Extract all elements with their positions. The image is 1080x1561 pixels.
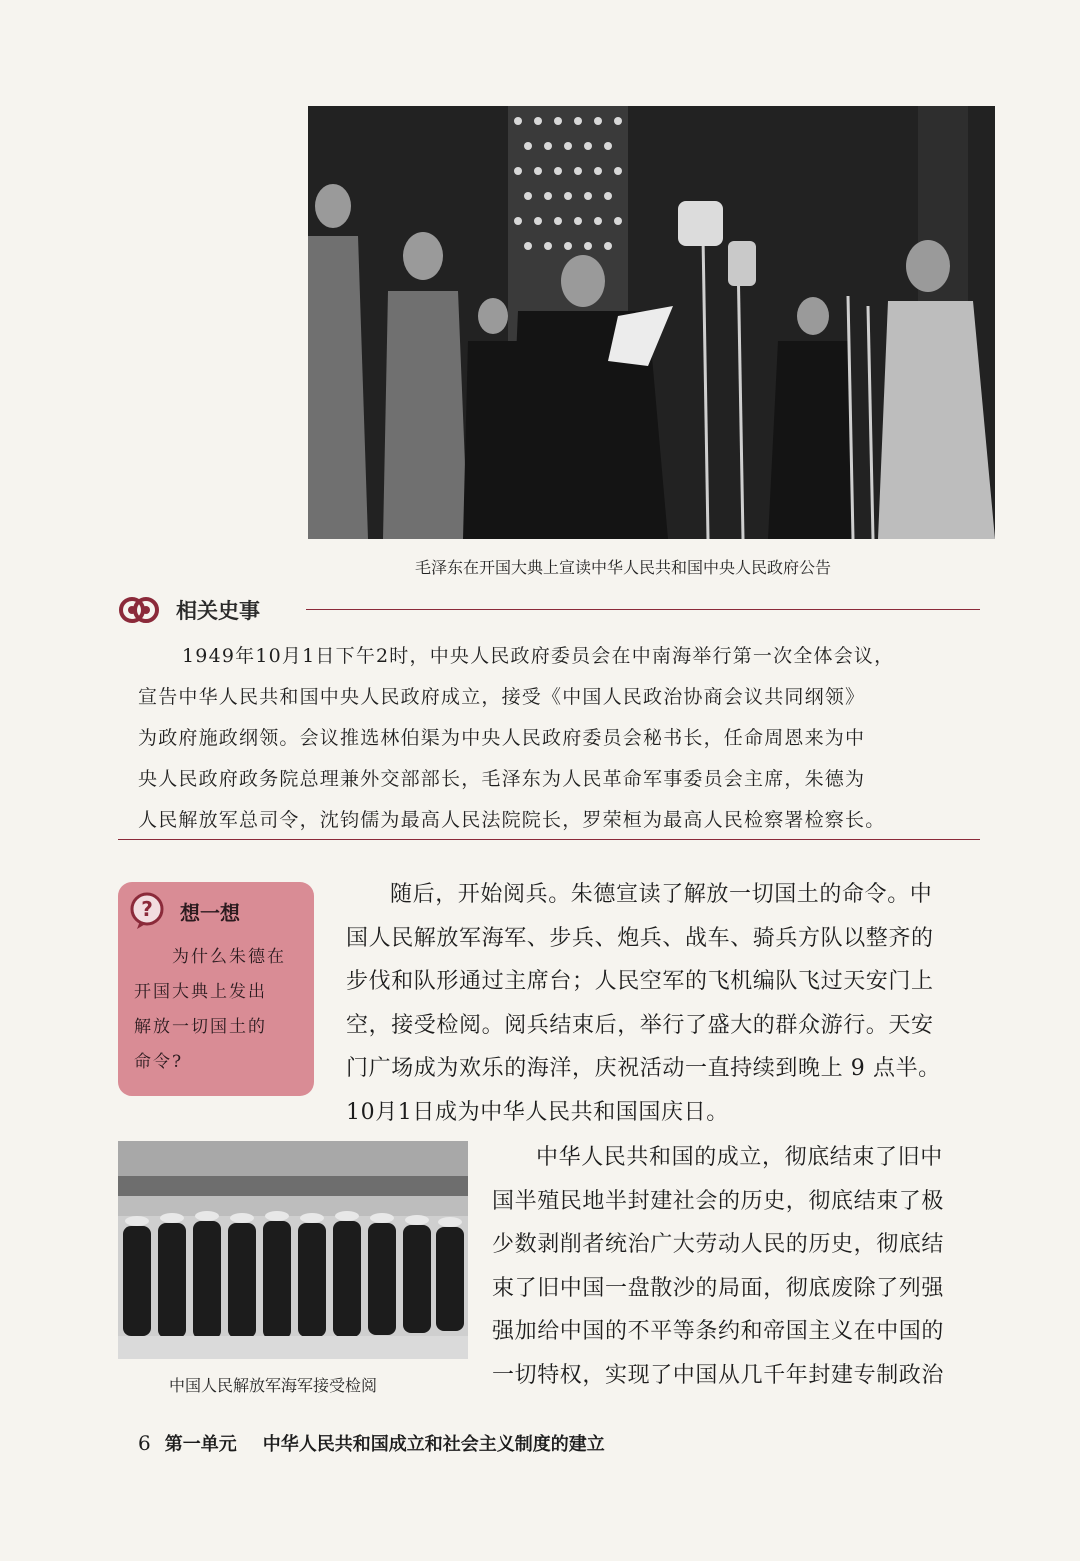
related-history-icon: [118, 591, 160, 629]
related-history-title: 相关史事: [176, 599, 260, 623]
think-question: [134, 940, 302, 1080]
unit-title: 中华人民共和国成立和社会主义制度的建立: [262, 1434, 605, 1455]
main-paragraph-2: [492, 1136, 997, 1398]
think-line: 解放一切国土的: [134, 1017, 267, 1037]
question-bubble-icon: [128, 891, 166, 931]
main-line: 步伐和队形通过主席台；人民空军的飞机编队飞过天安门上: [346, 969, 934, 995]
divider: [118, 839, 980, 840]
founding-ceremony-photo: [308, 106, 995, 539]
main-line: 中华人民共和国的成立，彻底结束了旧中: [536, 1145, 943, 1170]
related-line: 宣告中华人民共和国中央人民政府成立，接受《中国人民政治协商会议共同纲领》: [138, 686, 866, 708]
navy-review-caption: 中国人民解放军海军接受检阅: [169, 1376, 378, 1395]
main-paragraph-1: [346, 873, 996, 1135]
main-line: 束了旧中国一盘散沙的局面，彻底废除了列强: [492, 1275, 945, 1301]
founding-ceremony-caption: 毛泽东在开国大典上宣读中华人民共和国中央人民政府公告: [415, 558, 832, 577]
unit-label: 第一单元: [164, 1434, 237, 1455]
think-title: 想一想: [180, 901, 240, 925]
related-line: 1949年10月1日下午2时，中央人民政府委员会在中南海举行第一次全体会议，: [182, 645, 895, 667]
founding-ceremony-photo-graphic: [308, 106, 995, 539]
main-line: 少数剥削者统治广大劳动人民的历史，彻底结: [492, 1232, 945, 1258]
related-line: 为政府施政纲领。会议推选林伯渠为中央人民政府委员会秘书长，任命周恩来为中: [138, 727, 866, 749]
page-number: 6: [138, 1431, 151, 1455]
think-line: 命令?: [134, 1052, 184, 1072]
think-line: 为什么朱德在: [172, 947, 286, 967]
main-line: 国人民解放军海军、步兵、炮兵、战车、骑兵方队以整齐的: [346, 925, 934, 951]
divider: [306, 609, 980, 610]
main-line: 空，接受检阅。阅兵结束后，举行了盛大的群众游行。天安: [346, 1012, 934, 1038]
svg-text:?: ?: [141, 897, 153, 921]
main-line: 一切特权，实现了中国从几千年封建专制政治: [492, 1362, 945, 1388]
related-line: 人民解放军总司令，沈钧儒为最高人民法院院长，罗荣桓为最高人民检察署检察长。: [138, 809, 886, 831]
page-footer: [138, 1430, 605, 1456]
related-line: 央人民政府政务院总理兼外交部部长，毛泽东为人民革命军事委员会主席，朱德为: [138, 768, 866, 790]
navy-review-photo-graphic: [118, 1141, 468, 1359]
main-line: 强加给中国的不平等条约和帝国主义在中国的: [492, 1319, 945, 1345]
main-line: 国半殖民地半封建社会的历史，彻底结束了极: [492, 1188, 945, 1214]
main-line: 门广场成为欢乐的海洋，庆祝活动一直持续到晚上 9 点半。: [346, 1056, 941, 1082]
navy-review-photo: [118, 1141, 468, 1359]
think-line: 开国大典上发出: [134, 982, 267, 1002]
main-line: 10月1日成为中华人民共和国国庆日。: [346, 1099, 729, 1125]
related-history-body: [138, 636, 980, 841]
main-line: 随后，开始阅兵。朱德宣读了解放一切国土的命令。中: [390, 882, 933, 907]
